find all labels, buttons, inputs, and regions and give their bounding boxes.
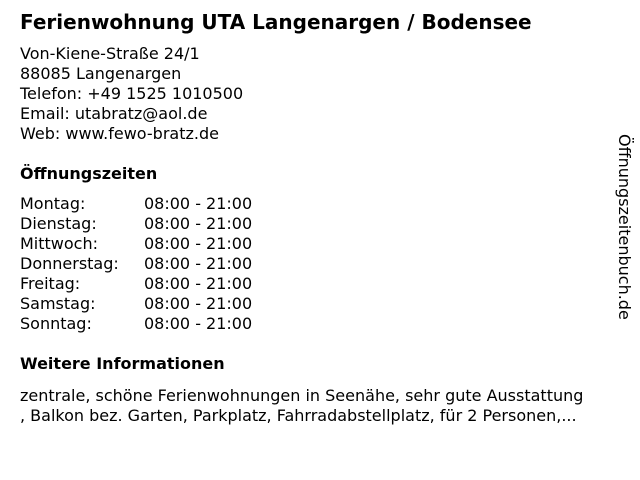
day-label: Dienstag:	[20, 214, 97, 233]
address-street: Von-Kiene-Straße 24/1	[20, 44, 200, 63]
watermark-label: Öffnungszeitenbuch.de	[615, 134, 634, 320]
day-label: Mittwoch:	[20, 234, 98, 253]
time-range: 08:00 - 21:00	[144, 194, 253, 213]
email-address: Email: utabratz@aol.de	[20, 104, 208, 123]
time-range: 08:00 - 21:00	[144, 234, 253, 253]
phone-number: Telefon: +49 1525 1010500	[20, 84, 244, 103]
day-label: Samstag:	[20, 294, 96, 313]
time-range: 08:00 - 21:00	[144, 254, 253, 273]
info-line: , Balkon bez. Garten, Parkplatz, Fahrradabstellplatz, für 2 Personen,...	[20, 406, 577, 425]
further-info-heading: Weitere Informationen	[20, 354, 225, 373]
time-range: 08:00 - 21:00	[144, 314, 253, 333]
opening-hours-heading: Öffnungszeiten	[20, 164, 158, 183]
time-range: 08:00 - 21:00	[144, 294, 253, 313]
page-title: Ferienwohnung UTA Langenargen / Bodensee	[20, 10, 532, 34]
day-label: Montag:	[20, 194, 86, 213]
time-range: 08:00 - 21:00	[144, 214, 253, 233]
day-label: Donnerstag:	[20, 254, 119, 273]
website-address: Web: www.fewo-bratz.de	[20, 124, 219, 143]
time-range: 08:00 - 21:00	[144, 274, 253, 293]
address-city: 88085 Langenargen	[20, 64, 182, 83]
further-info-text	[20, 386, 630, 426]
contact-block	[20, 44, 243, 144]
day-label: Freitag:	[20, 274, 81, 293]
day-label: Sonntag:	[20, 314, 92, 333]
info-line: zentrale, schöne Ferienwohnungen in Seenähe, sehr gute Ausstattung	[20, 386, 584, 405]
